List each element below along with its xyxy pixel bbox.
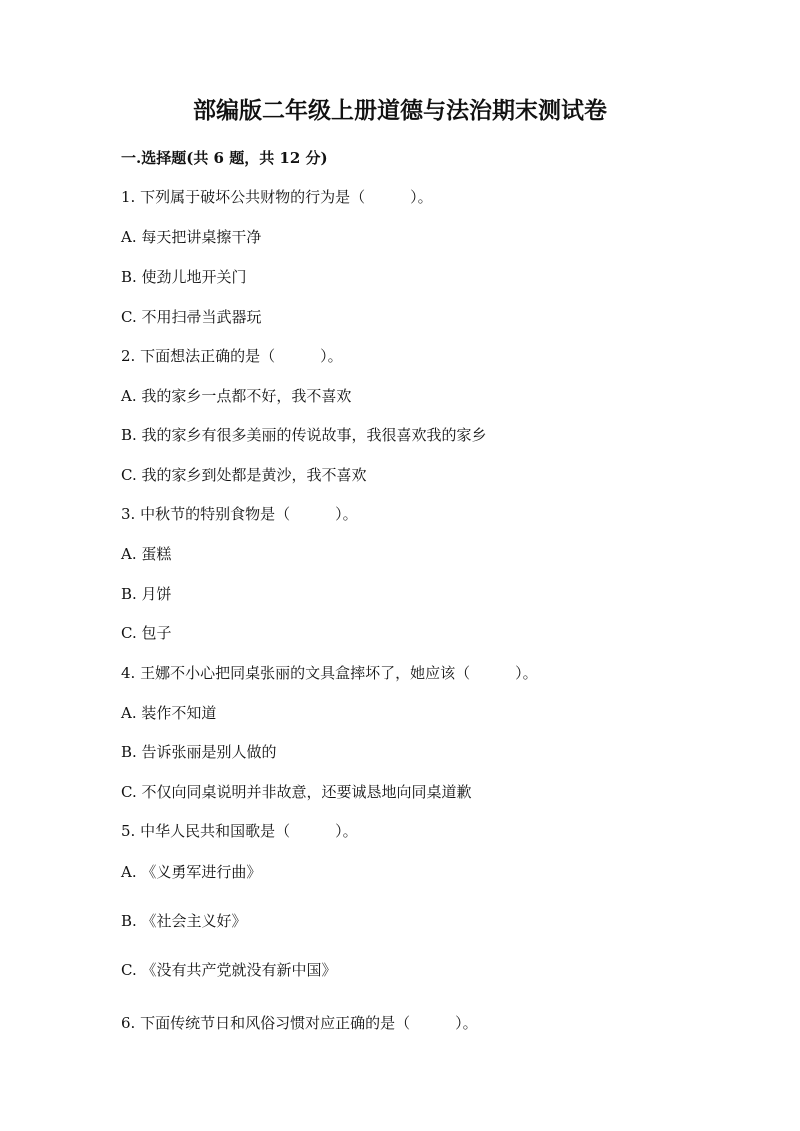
question-1-option-b: B. 使劲儿地开关门	[121, 268, 247, 286]
question-5-option-b: B. 《社会主义好》	[121, 912, 247, 930]
question-4-option-a: A. 装作不知道	[121, 704, 217, 722]
question-4-option-c: C. 不仅向同桌说明并非故意，还要诚恳地向同桌道歉	[121, 783, 472, 801]
question-2-stem: 2. 下面想法正确的是（ ）。	[121, 347, 343, 365]
page-title: 部编版二年级上册道德与法治期末测试卷	[193, 97, 607, 124]
question-2-option-b: B. 我的家乡有很多美丽的传说故事，我很喜欢我的家乡	[121, 426, 487, 444]
question-5-option-a: A. 《义勇军进行曲》	[121, 863, 262, 881]
question-4-stem: 4. 王娜不小心把同桌张丽的文具盒摔坏了，她应该（ ）。	[121, 664, 538, 682]
question-5-stem: 5. 中华人民共和国歌是（ ）。	[121, 822, 358, 840]
question-1-stem: 1. 下列属于破坏公共财物的行为是（ ）。	[121, 188, 433, 206]
question-6-stem: 6. 下面传统节日和风俗习惯对应正确的是（ ）。	[121, 1014, 478, 1032]
section-heading: 一.选择题(共 6 题，共 12 分)	[121, 149, 328, 167]
question-2-option-c: C. 我的家乡到处都是黄沙，我不喜欢	[121, 466, 367, 484]
question-3-option-b: B. 月饼	[121, 585, 172, 603]
question-1-option-c: C. 不用扫帚当武器玩	[121, 308, 262, 326]
question-3-option-c: C. 包子	[121, 624, 172, 642]
question-2-option-a: A. 我的家乡一点都不好，我不喜欢	[121, 387, 352, 405]
question-4-option-b: B. 告诉张丽是别人做的	[121, 743, 277, 761]
question-3-option-a: A. 蛋糕	[121, 545, 172, 563]
question-5-option-c: C. 《没有共产党就没有新中国》	[121, 961, 337, 979]
question-3-stem: 3. 中秋节的特别食物是（ ）。	[121, 505, 358, 523]
question-1-option-a: A. 每天把讲桌擦干净	[121, 228, 262, 246]
